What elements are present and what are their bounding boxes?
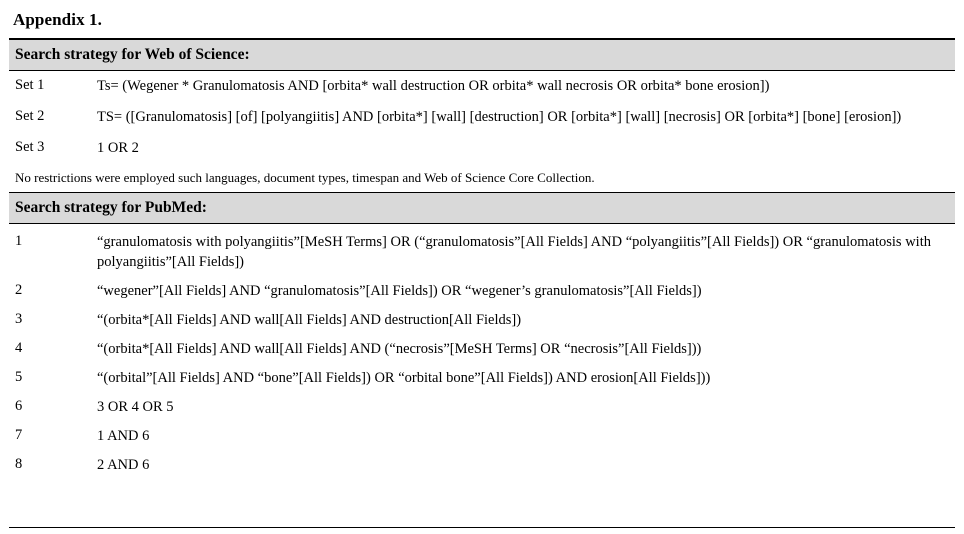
table-row [9, 335, 955, 364]
table-row [9, 364, 955, 393]
row-value: “wegener”[All Fields] AND “granulomatosis”[All Fields]) OR “wegener’s granulomatosis”[All Fields]) [97, 282, 702, 299]
row-label: 8 [15, 456, 23, 473]
table-row [9, 451, 955, 480]
page-title: Appendix 1. [13, 10, 102, 29]
row-value: 3 OR 4 OR 5 [97, 399, 174, 416]
pubmed-rows [9, 224, 955, 480]
row-label: 7 [15, 427, 23, 444]
row-label: 3 [15, 310, 23, 327]
row-value: TS= ([Granulomatosis] [of] [polyangiitis] AND [orbita*] [wall] [destruction] OR [orbita*] [wall] [necrosis] OR [orbita*] [bone] [erosion]) [97, 109, 902, 126]
row-label: Set 2 [15, 108, 45, 125]
table-row [9, 102, 955, 133]
row-value: “(orbita*[All Fields] AND wall[All Fields] AND destruction[All Fields]) [97, 311, 522, 328]
row-label: 4 [15, 339, 23, 356]
row-value: “(orbita*[All Fields] AND wall[All Fields] AND (“necrosis”[MeSH Terms] OR “necrosis”[All Fields])) [97, 340, 702, 357]
section-header-web-of-science: Search strategy for Web of Science: [9, 39, 955, 71]
section-header-pubmed: Search strategy for PubMed: [9, 192, 955, 224]
row-label: 1 [15, 233, 23, 250]
row-label: Set 3 [15, 139, 45, 156]
row-value: 1 AND 6 [97, 428, 150, 445]
table-row [9, 393, 955, 422]
table-row [9, 71, 955, 102]
table-row [9, 422, 955, 451]
web-of-science-note: No restrictions were employed such languages, document types, timespan and Web of Science Core Collection. [15, 170, 595, 186]
row-label: Set 1 [15, 77, 45, 93]
row-value: “granulomatosis with polyangiitis”[MeSH Terms] OR (“granulomatosis”[All Fields] AND “polyangiitis”[All Fields]) OR “granulomatosis with polyangiitis”[All Fields]) [97, 234, 931, 270]
row-label: 5 [15, 369, 23, 385]
row-label: 2 [15, 281, 23, 298]
row-value: “(orbital”[All Fields] AND “bone”[All Fields]) OR “orbital bone”[All Fields]) AND erosion[All Fields])) [97, 370, 711, 386]
row-value: 2 AND 6 [97, 457, 150, 474]
row-label: 6 [15, 398, 23, 415]
table-row [9, 133, 955, 164]
row-value: Ts= (Wegener * Granulomatosis AND [orbita* wall destruction OR orbita* wall necrosis OR orbita* bone erosion]) [97, 78, 770, 94]
bottom-divider [9, 527, 955, 528]
table-row [9, 306, 955, 335]
row-value: 1 OR 2 [97, 140, 139, 157]
web-of-science-rows [9, 71, 955, 164]
table-row [9, 277, 955, 306]
table-row [9, 228, 955, 276]
